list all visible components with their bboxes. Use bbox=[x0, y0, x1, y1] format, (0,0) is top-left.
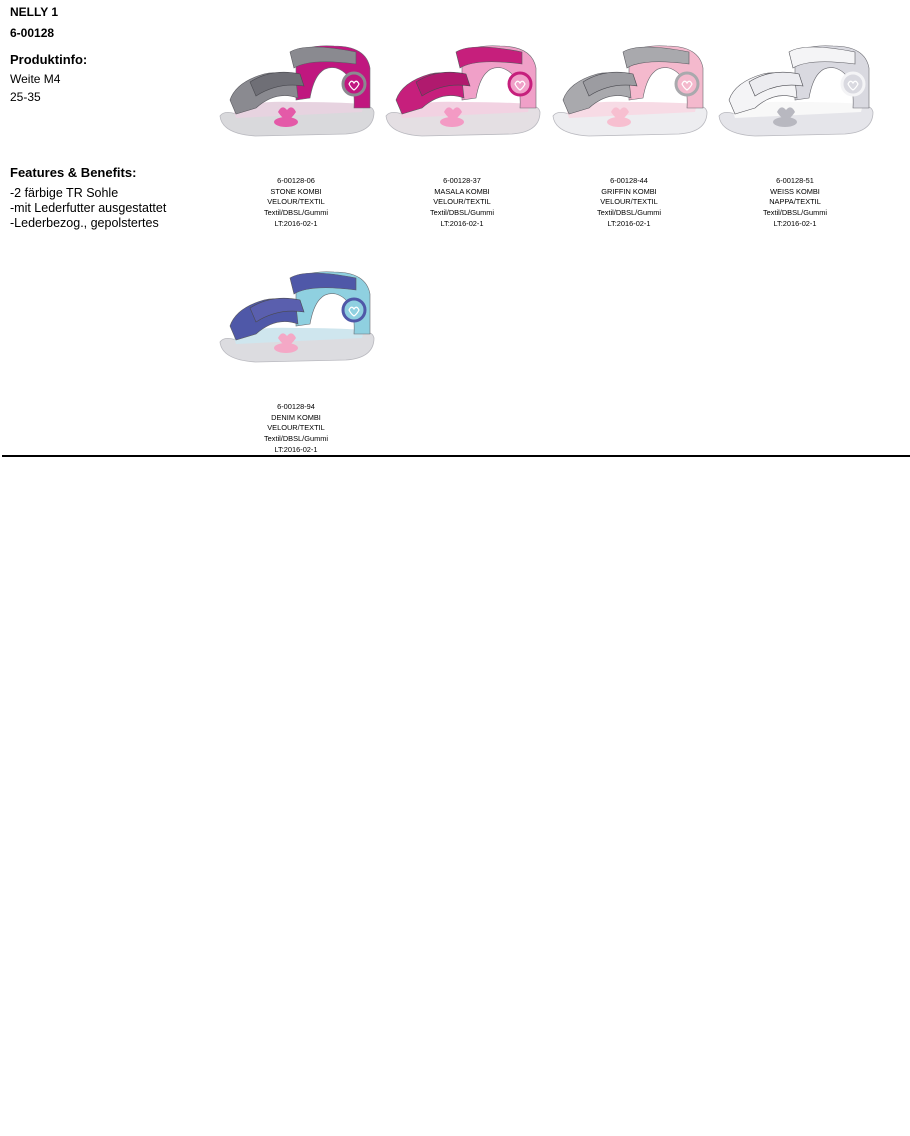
product-color-name: GRIFFIN KOMBI bbox=[601, 186, 657, 196]
product-lt: LT:2016-02-1 bbox=[274, 218, 318, 228]
features-list bbox=[10, 186, 166, 230]
product-article: 6-00128-51 bbox=[776, 176, 814, 185]
sandal-image bbox=[549, 38, 709, 143]
product-article: 6-00128-06 bbox=[277, 176, 315, 185]
article-number: 6-00128 bbox=[10, 26, 55, 40]
width-info: Weite M4 bbox=[10, 72, 61, 86]
sandal-illustration bbox=[216, 38, 376, 143]
feature-item: -mit Lederfutter ausgestattet bbox=[10, 200, 167, 215]
divider-line bbox=[2, 455, 910, 457]
sandal-image bbox=[216, 264, 376, 369]
product-color-name: DENIM KOMBI bbox=[271, 412, 321, 422]
sandal-illustration bbox=[549, 38, 709, 143]
product-material: NAPPA/TEXTIL bbox=[769, 197, 821, 207]
size-range: 25-35 bbox=[10, 90, 41, 104]
sandal-illustration bbox=[216, 264, 376, 369]
product-lining: Textil/DBSL/Gummi bbox=[263, 434, 329, 444]
product-caption bbox=[382, 176, 542, 230]
product-article: 6-00128-94 bbox=[277, 402, 315, 411]
model-name: NELLY 1 bbox=[10, 5, 59, 19]
product-lining: Textil/DBSL/Gummi bbox=[762, 208, 828, 218]
product-color-name: MASALA KOMBI bbox=[434, 186, 490, 196]
product-article: 6-00128-37 bbox=[443, 176, 481, 185]
product-caption bbox=[216, 402, 376, 456]
product-tile[interactable] bbox=[216, 264, 376, 464]
product-material: VELOUR/TEXTIL bbox=[267, 197, 325, 207]
product-caption bbox=[216, 176, 376, 230]
sandal-image bbox=[216, 38, 376, 143]
product-lt: LT:2016-02-1 bbox=[440, 218, 484, 228]
feature-item: -Lederbezog., gepolstertes bbox=[10, 215, 159, 230]
produktinfo-heading: Produktinfo: bbox=[10, 52, 88, 67]
product-material: VELOUR/TEXTIL bbox=[267, 423, 325, 433]
features-heading: Features & Benefits: bbox=[10, 165, 137, 180]
product-color-name: STONE KOMBI bbox=[270, 186, 322, 196]
product-lt: LT:2016-02-1 bbox=[773, 218, 817, 228]
feature-item: -2 färbige TR Sohle bbox=[10, 186, 119, 200]
sandal-image bbox=[715, 38, 875, 143]
product-article: 6-00128-44 bbox=[610, 176, 648, 185]
product-material: VELOUR/TEXTIL bbox=[433, 197, 491, 207]
product-material: VELOUR/TEXTIL bbox=[600, 197, 658, 207]
product-color-name: WEISS KOMBI bbox=[770, 186, 820, 196]
sandal-image bbox=[382, 38, 542, 143]
product-tile[interactable] bbox=[549, 38, 709, 238]
product-tile[interactable] bbox=[216, 38, 376, 238]
product-lining: Textil/DBSL/Gummi bbox=[263, 208, 329, 218]
product-caption bbox=[715, 176, 875, 230]
product-lt: LT:2016-02-1 bbox=[274, 444, 318, 454]
product-lining: Textil/DBSL/Gummi bbox=[429, 208, 495, 218]
product-header bbox=[10, 4, 215, 105]
product-caption bbox=[549, 176, 709, 230]
sandal-illustration bbox=[382, 38, 542, 143]
sandal-illustration bbox=[715, 38, 875, 143]
product-lt: LT:2016-02-1 bbox=[607, 218, 651, 228]
product-tile[interactable] bbox=[715, 38, 875, 238]
product-lining: Textil/DBSL/Gummi bbox=[596, 208, 662, 218]
product-tile[interactable] bbox=[382, 38, 542, 238]
